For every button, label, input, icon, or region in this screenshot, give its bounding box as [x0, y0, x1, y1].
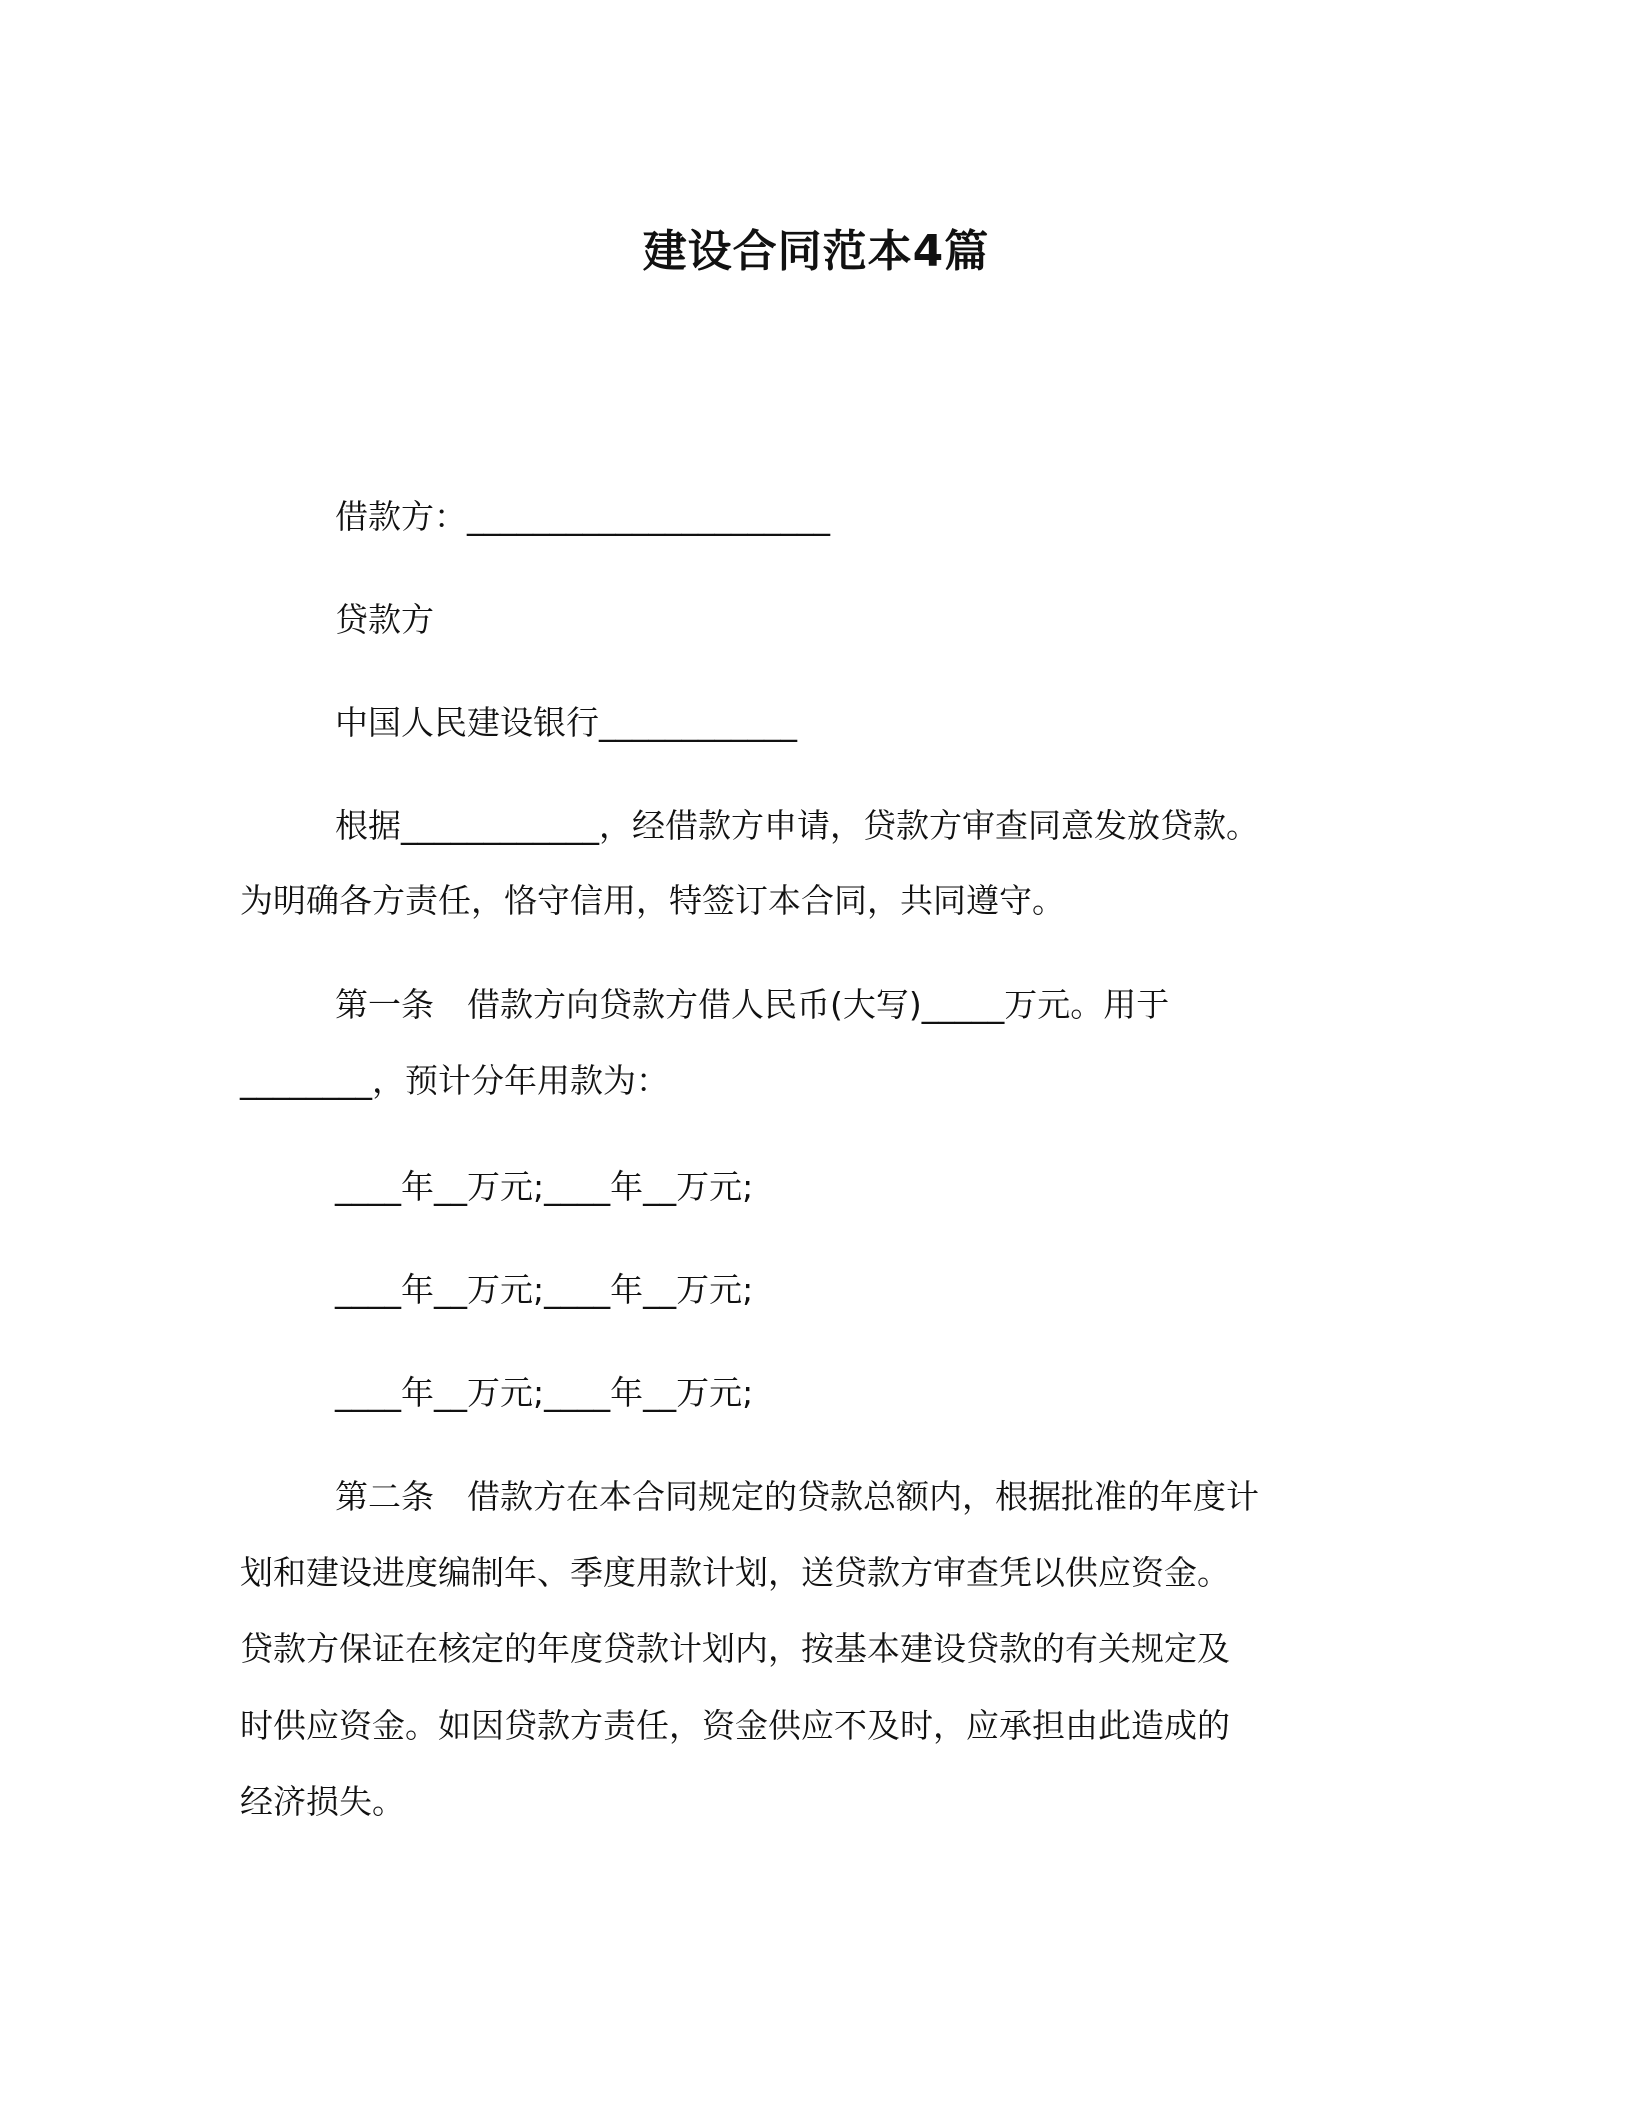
- yearly-amount-line-2: ____年__万元;____年__万元;: [335, 1270, 754, 1309]
- article-2-line-5: 经济损失。: [240, 1782, 405, 1821]
- article-1-line-1: 第一条 借款方向贷款方借人民币(大写)_____万元。用于: [335, 985, 1170, 1024]
- document-title: 建设合同范本4篇: [642, 226, 990, 277]
- preamble-line-2: 为明确各方责任，恪守信用，特签订本合同，共同遵守。: [240, 881, 1065, 920]
- bank-line: 中国人民建设银行____________: [335, 703, 797, 742]
- article-2-line-1: 第二条 借款方在本合同规定的贷款总额内，根据批准的年度计: [335, 1477, 1259, 1516]
- article-1-line-2: ________，预计分年用款为：: [240, 1061, 669, 1100]
- yearly-amount-line-3: ____年__万元;____年__万元;: [335, 1373, 754, 1412]
- borrower-line: 借款方：______________________: [335, 497, 830, 536]
- article-2-line-4: 时供应资金。如因贷款方责任，资金供应不及时，应承担由此造成的: [240, 1706, 1230, 1745]
- article-2-line-3: 贷款方保证在核定的年度贷款计划内，按基本建设贷款的有关规定及: [240, 1629, 1230, 1668]
- preamble-line-1: 根据____________，经借款方申请，贷款方审查同意发放贷款。: [335, 806, 1259, 845]
- yearly-amount-line-1: ____年__万元;____年__万元;: [335, 1167, 754, 1206]
- article-2-line-2: 划和建设进度编制年、季度用款计划，送贷款方审查凭以供应资金。: [240, 1553, 1230, 1592]
- lender-line: 贷款方: [335, 600, 434, 639]
